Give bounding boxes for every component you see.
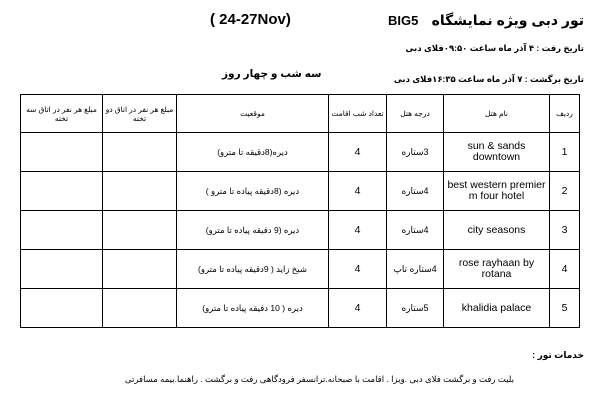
double-price-cell <box>103 172 177 211</box>
location-cell: دیره(8دقیقه تا مترو) <box>177 133 329 172</box>
location-cell: دیره (9 دقیقه پیاده تا مترو) <box>177 211 329 250</box>
return-info: تاریخ برگشت : ۷ آذر ماه ساعت ۱۶:۳۵فلای دبی <box>393 74 584 84</box>
header-row-number: ردیف <box>550 95 580 133</box>
header-double-price: مبلغ هر نفر در اتاق دو تخته <box>103 95 177 133</box>
hotels-table <box>20 94 580 328</box>
header-triple-price: مبلغ هر نفر در اتاق سه تخته <box>21 95 103 133</box>
location-cell: دیره ( 10 دقیقه پیاده تا مترو) <box>177 289 329 328</box>
grade-cell: 4ستاره <box>387 211 444 250</box>
hotel-name-cell: sun & sands downtown <box>444 133 550 172</box>
header-hotel-name: نام هتل <box>444 95 550 133</box>
grade-cell: 4ستاره <box>387 172 444 211</box>
row-number-cell: 3 <box>550 211 580 250</box>
triple-price-cell <box>21 289 103 328</box>
row-number-cell: 5 <box>550 289 580 328</box>
event-name: BIG5 <box>388 13 419 28</box>
double-price-cell <box>103 133 177 172</box>
double-price-cell <box>103 289 177 328</box>
triple-price-cell <box>21 133 103 172</box>
triple-price-cell <box>21 250 103 289</box>
hotel-name-cell: best western premier m four hotel <box>444 172 550 211</box>
row-number-cell: 2 <box>550 172 580 211</box>
triple-price-cell <box>21 172 103 211</box>
event-dates: ( 24-27Nov) <box>210 11 291 28</box>
nights-cell: 4 <box>329 133 387 172</box>
services-title: خدمات تور : <box>532 350 584 360</box>
hotel-name-cell: rose rayhaan by rotana <box>444 250 550 289</box>
nights-cell: 4 <box>329 250 387 289</box>
nights-cell: 4 <box>329 211 387 250</box>
hotel-name-cell: khalidia palace <box>444 289 550 328</box>
grade-cell: 5ستاره <box>387 289 444 328</box>
table-row <box>21 289 580 328</box>
header-location: موقعیت <box>177 95 329 133</box>
double-price-cell <box>103 250 177 289</box>
double-price-cell <box>103 211 177 250</box>
table-row <box>21 172 580 211</box>
table-row <box>21 211 580 250</box>
location-cell: دیره (8دقیقه پیاده تا مترو ) <box>177 172 329 211</box>
table-header-row <box>21 95 580 133</box>
departure-info: تاریخ رفت : ۴ آذر ماه ساعت ۰۹:۵۰فلای دبی <box>405 43 584 53</box>
table-row <box>21 250 580 289</box>
duration-info: سه شب و چهار روز <box>222 68 322 80</box>
triple-price-cell <box>21 211 103 250</box>
location-cell: شیخ زاید ( 9دقیقه پیاده تا مترو) <box>177 250 329 289</box>
services-text: بلیت رفت و برگشت فلای دبی .ویزا . اقامت با صبحانه.ترانسفر فرودگاهی رفت و برگشت . راهنما.بیمه مسافرتی <box>124 374 514 384</box>
row-number-cell: 4 <box>550 250 580 289</box>
page-title: تور دبی ویژه نمایشگاه <box>431 12 584 28</box>
header-nights: تعداد شب اقامت <box>329 95 387 133</box>
nights-cell: 4 <box>329 289 387 328</box>
nights-cell: 4 <box>329 172 387 211</box>
row-number-cell: 1 <box>550 133 580 172</box>
table-row <box>21 133 580 172</box>
hotel-name-cell: city seasons <box>444 211 550 250</box>
grade-cell: 3ستاره <box>387 133 444 172</box>
header-grade: درجه هتل <box>387 95 444 133</box>
grade-cell: 4ستاره تاپ <box>387 250 444 289</box>
